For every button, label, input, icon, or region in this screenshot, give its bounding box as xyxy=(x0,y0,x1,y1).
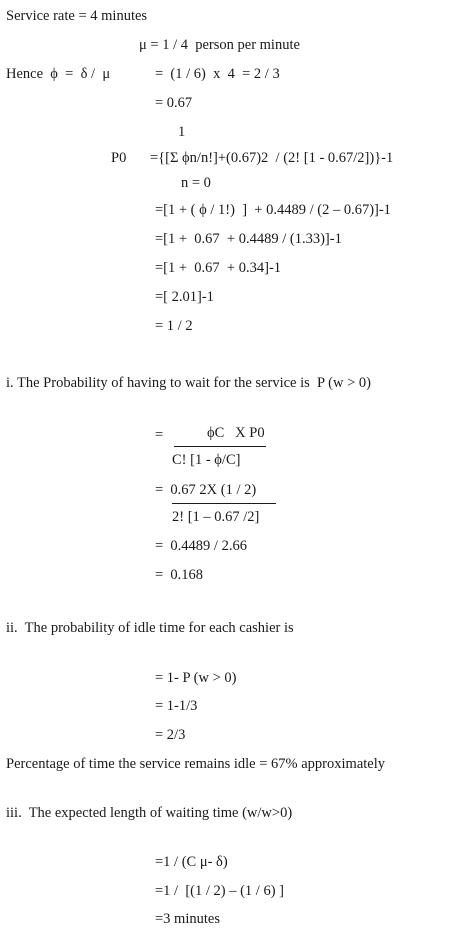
q1-step: = 0.4489 / 2.66 xyxy=(155,538,247,554)
line-service-rate: Service rate = 4 minutes xyxy=(6,8,148,24)
idle-percentage: Percentage of time the service remains idle = 67% approximately xyxy=(6,756,385,772)
question-1-heading: i. The Probability of having to wait for the service is P (w > 0) xyxy=(6,375,371,391)
p0-numerator-one: 1 xyxy=(178,124,186,140)
q1-result: = 0.168 xyxy=(155,567,204,583)
question-3-heading: iii. The expected length of waiting time (w/w>0) xyxy=(6,805,293,821)
question-2-heading: ii. The probability of idle time for each cashier is xyxy=(6,620,294,636)
summation-lower-limit: n = 0 xyxy=(181,175,211,191)
p0-label: P0 xyxy=(111,150,127,166)
p0-step-4: =[ 2.01]-1 xyxy=(155,289,214,305)
p0-formula: ={[Σ ϕn/n!]+(0.67)2 / (2! [1 - 0.67/2])}-1 xyxy=(150,150,394,166)
line-phi-decimal: = 0.67 xyxy=(155,95,193,111)
p0-step-1: =[1 + ( ϕ / 1!) ] + 0.4489 / (2 – 0.67)]-1 xyxy=(155,202,391,218)
q3-result: =3 minutes xyxy=(155,911,220,927)
p0-step-3: =[1 + 0.67 + 0.34]-1 xyxy=(155,260,282,276)
line-hence: Hence ϕ = δ / μ xyxy=(6,66,111,82)
q1-numerator-values: = 0.67 2X (1 / 2) xyxy=(155,482,257,498)
q2-result: = 2/3 xyxy=(155,727,186,743)
q1-numerator: ϕC X P0 xyxy=(207,425,265,441)
q3-step-1: =1 / (C μ- δ) xyxy=(155,854,228,870)
q1-fraction-bar-2 xyxy=(172,503,276,504)
q3-step-2: =1 / [(1 / 2) – (1 / 6) ] xyxy=(155,883,284,899)
line-phi-value: = (1 / 6) x 4 = 2 / 3 xyxy=(155,66,280,82)
q1-denominator: C! [1 - ϕ/C] xyxy=(172,452,241,468)
q1-fraction-bar xyxy=(174,446,266,447)
q1-equals: = xyxy=(155,427,164,443)
p0-step-2: =[1 + 0.67 + 0.4489 / (1.33)]-1 xyxy=(155,231,342,247)
q1-denominator-values: 2! [1 – 0.67 /2] xyxy=(172,509,260,525)
q2-step-2: = 1-1/3 xyxy=(155,698,198,714)
p0-result: = 1 / 2 xyxy=(155,318,193,334)
line-mu: μ = 1 / 4 person per minute xyxy=(139,37,300,53)
q2-step-1: = 1- P (w > 0) xyxy=(155,670,237,686)
